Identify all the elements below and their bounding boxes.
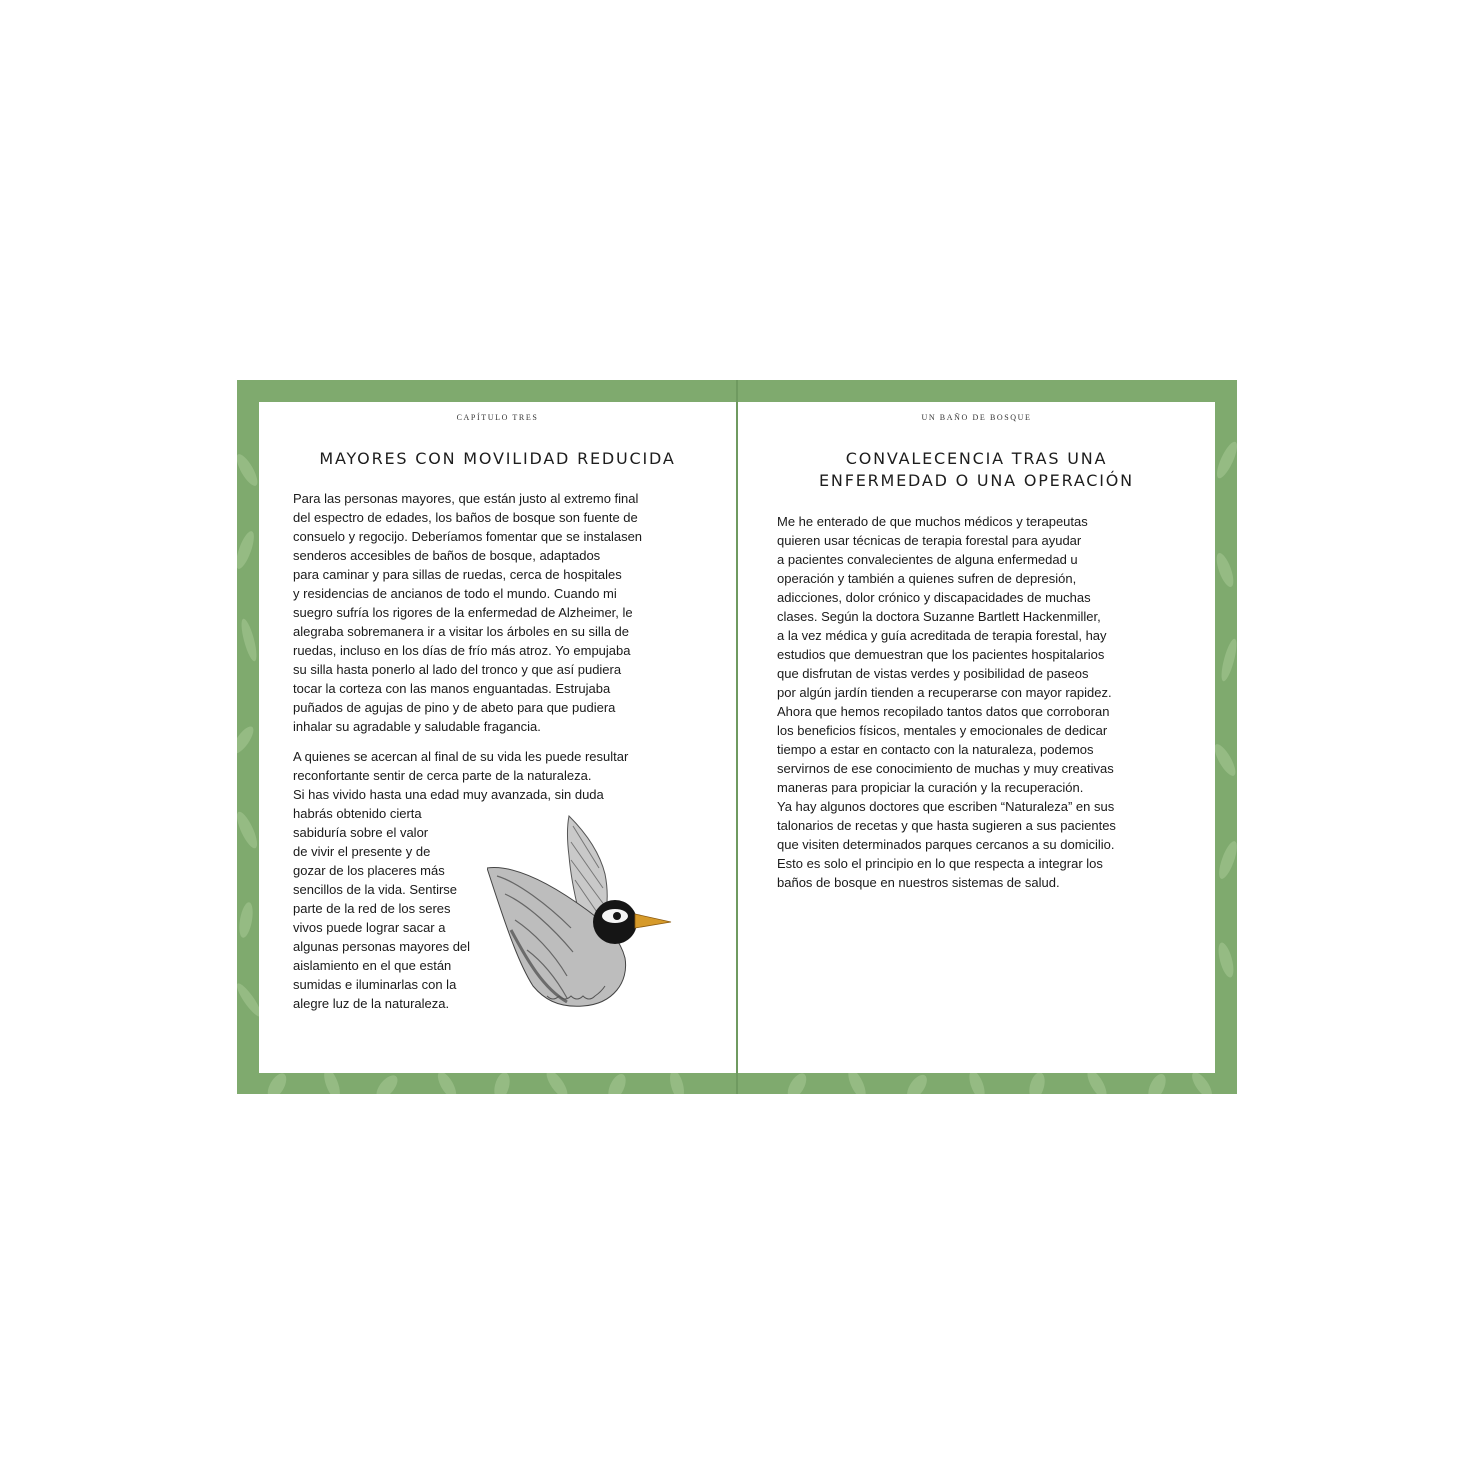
text-line: a pacientes convalecientes de alguna enfermedad u [777,552,1078,567]
text-line: clases. Según la doctora Suzanne Bartlett Hackenmiller, [777,609,1101,624]
text-line: vivos puede lograr sacar a [293,920,446,935]
text-line: puñados de agujas de pino y de abeto para que pudiera [293,700,616,715]
left-paragraph-1 [293,489,673,736]
left-page [259,402,736,1073]
text-line: aislamiento en el que están [293,958,452,973]
text-line: Ya hay algunos doctores que escriben “Naturaleza” en sus [777,799,1115,814]
text-line: Esto es solo el principio en lo que respecta a integrar los [777,856,1103,871]
right-page [738,402,1215,1073]
text-line: Me he enterado de que muchos médicos y terapeutas [777,514,1088,529]
text-line: del espectro de edades, los baños de bosque son fuente de [293,510,638,525]
text-line: los beneficios físicos, mentales y emocionales de dedicar [777,723,1108,738]
text-line: Para las personas mayores, que están justo al extremo final [293,491,639,506]
right-paragraph [777,512,1157,892]
text-line: de vivir el presente y de [293,844,431,859]
text-line: talonarios de recetas y que hasta sugieren a sus pacientes [777,818,1116,833]
text-line: tiempo a estar en contacto con la naturaleza, podemos [777,742,1094,757]
text-line: para caminar y para sillas de ruedas, cerca de hospitales [293,567,622,582]
left-running-head: CAPÍTULO TRES [456,413,539,422]
text-line: por algún jardín tienden a recuperarse con mayor rapidez. [777,685,1112,700]
text-line: baños de bosque en nuestros sistemas de salud. [777,875,1060,890]
text-line: que disfrutan de vistas verdes y posibilidad de paseos [777,666,1089,681]
text-line: Ahora que hemos recopilado tantos datos que corroboran [777,704,1110,719]
text-line: suegro sufría los rigores de la enfermedad de Alzheimer, le [293,605,633,620]
text-line: ruedas, incluso en los días de frío más atroz. Yo empujaba [293,643,631,658]
bird-illustration [487,810,677,1010]
text-line: tocar la corteza con las manos enguantadas. Estrujaba [293,681,611,696]
text-line: gozar de los placeres más [293,863,445,878]
text-line: alegre luz de la naturaleza. [293,996,450,1011]
text-line: consuelo y regocijo. Deberíamos fomentar que se instalasen [293,529,643,544]
text-line: a la vez médica y guía acreditada de terapia forestal, hay [777,628,1107,643]
right-section-title [738,448,1215,492]
text-line: sabiduría sobre el valor [293,825,429,840]
right-title-line-1: CONVALECENCIA TRAS UNA [845,449,1108,468]
text-line: quieren usar técnicas de terapia forestal para ayudar [777,533,1082,548]
text-line: maneras para propiciar la curación y la recuperación. [777,780,1084,795]
left-section-title: MAYORES CON MOVILIDAD REDUCIDA [319,449,676,468]
text-line: alegraba sobremanera ir a visitar los árboles en su silla de [293,624,630,639]
text-line: adicciones, dolor crónico y discapacidades de muchas [777,590,1091,605]
text-line: Si has vivido hasta una edad muy avanzada, sin duda [293,787,604,802]
right-title-line-2: ENFERMEDAD O UNA OPERACIÓN [819,471,1134,490]
right-running-head: UN BAÑO DE BOSQUE [921,413,1032,422]
text-line: habrás obtenido cierta [293,806,422,821]
text-line: servirnos de ese conocimiento de muchas y muy creativas [777,761,1114,776]
text-line: reconfortante sentir de cerca parte de la naturaleza. [293,768,592,783]
text-line: sencillos de la vida. Sentirse [293,882,458,897]
text-line: inhalar su agradable y saludable fragancia. [293,719,541,734]
text-line: A quienes se acercan al final de su vida les puede resultar [293,749,629,764]
book-spread [237,380,1237,1094]
text-line: parte de la red de los seres [293,901,451,916]
text-line: senderos accesibles de baños de bosque, adaptados [293,548,601,563]
text-line: su silla hasta ponerlo al lado del tronco y que así pudiera [293,662,622,677]
text-line: sumidas e iluminarlas con la [293,977,457,992]
text-line: estudios que demuestran que los pacientes hospitalarios [777,647,1105,662]
text-line: que visiten determinados parques cercanos a su domicilio. [777,837,1115,852]
text-line: algunas personas mayores del [293,939,471,954]
text-line: y residencias de ancianos de todo el mundo. Cuando mi [293,586,617,601]
text-line: operación y también a quienes sufren de depresión, [777,571,1077,586]
